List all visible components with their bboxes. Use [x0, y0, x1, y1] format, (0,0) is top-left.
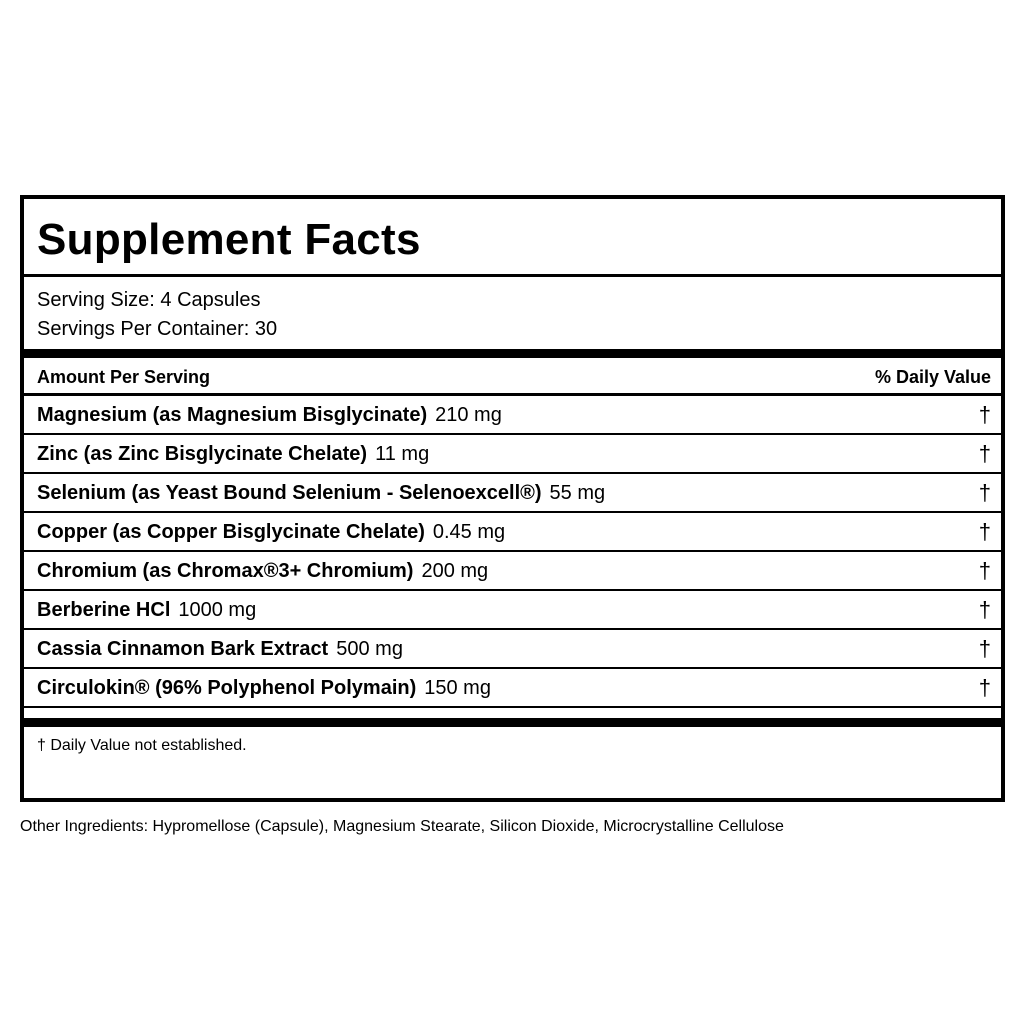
nutrient-row: [24, 630, 1001, 669]
daily-value-dagger: †: [978, 402, 991, 427]
nutrient-amount: 55 mg: [549, 482, 606, 504]
daily-value-dagger: †: [978, 519, 991, 544]
thick-divider-bottom: [24, 718, 1001, 727]
nutrient-row: [24, 396, 1001, 435]
title-divider: [24, 274, 1001, 277]
nutrient-name: Chromium (as Chromax®3+ Chromium): [37, 560, 414, 582]
nutrient-amount: 0.45 mg: [432, 521, 506, 543]
daily-value-footnote: † Daily Value not established.: [37, 737, 247, 754]
nutrient-name: Magnesium (as Magnesium Bisglycinate): [37, 404, 428, 426]
nutrient-row: [24, 591, 1001, 630]
other-ingredients: Other Ingredients: Hypromellose (Capsule), Magnesium Stearate, Silicon Dioxide, Microcrystalline Cellulose: [20, 818, 784, 835]
nutrient-name: Selenium (as Yeast Bound Selenium - Selenoexcell®): [37, 482, 542, 504]
nutrient-name: Circulokin® (96% Polyphenol Polymain): [37, 677, 417, 699]
nutrient-amount: 210 mg: [435, 404, 502, 426]
daily-value-dagger: †: [978, 675, 991, 700]
nutrient-amount: 500 mg: [336, 638, 403, 660]
daily-value-header: % Daily Value: [874, 367, 991, 387]
nutrient-amount: 150 mg: [424, 677, 491, 699]
nutrient-name: Zinc (as Zinc Bisglycinate Chelate): [37, 443, 368, 465]
nutrient-amount: 200 mg: [421, 560, 489, 582]
nutrient-amount: 11 mg: [375, 443, 430, 465]
nutrient-row: [24, 474, 1001, 513]
nutrient-row: [24, 435, 1001, 474]
panel-title: Supplement Facts: [37, 215, 421, 264]
daily-value-dagger: †: [978, 597, 991, 622]
nutrient-name: Berberine HCl: [37, 599, 171, 621]
nutrient-amount: 1000 mg: [178, 599, 257, 621]
supplement-facts-panel: [20, 195, 1005, 802]
nutrient-name: Cassia Cinnamon Bark Extract: [37, 638, 329, 660]
daily-value-dagger: †: [978, 441, 991, 466]
daily-value-dagger: †: [978, 558, 991, 583]
row-divider: [24, 706, 1001, 708]
nutrient-name: Copper (as Copper Bisglycinate Chelate): [37, 521, 425, 543]
daily-value-dagger: †: [978, 636, 991, 661]
daily-value-dagger: †: [978, 480, 991, 505]
amount-per-serving-header: Amount Per Serving: [37, 367, 211, 387]
servings-per-container: Servings Per Container: 30: [37, 318, 278, 340]
nutrient-row: [24, 669, 1001, 708]
nutrient-row: [24, 552, 1001, 591]
serving-size: Serving Size: 4 Capsules: [37, 289, 261, 311]
nutrient-row: [24, 513, 1001, 552]
thick-divider-top: [24, 349, 1001, 358]
